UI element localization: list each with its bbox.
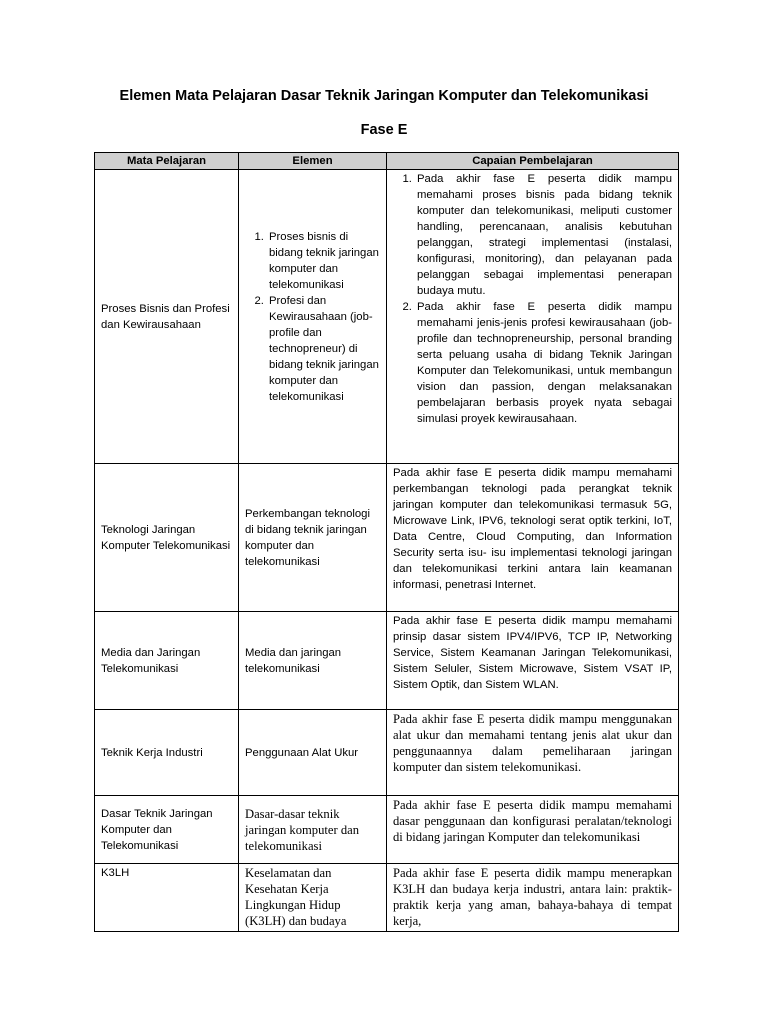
mapel-cell: Teknologi Jaringan Komputer Telekomunikasi: [95, 464, 239, 612]
elemen-cell: [239, 170, 387, 464]
table-row: [95, 464, 679, 612]
table-row: [95, 612, 679, 710]
table-row: [95, 710, 679, 796]
table-row: [95, 170, 679, 464]
capaian-cell: Pada akhir fase E peserta didik mampu memahami perkembangan teknologi pada perangkat teknik jaringan komputer dan telekomunikasi termasuk 5G, Microwave Link, IPV6, teknologi serat optik terkini, IoT, Data Centre, Cloud Computing, dan Information Security serta isu- isu implementasi teknologi jaringan dan telekomunikasi terkini antara lain keamanan informasi, penetrasi Internet.: [387, 464, 679, 612]
capaian-cell: Pada akhir fase E peserta didik mampu menerapkan K3LH dan budaya kerja industri, antara lain: praktik- praktik kerja yang aman, bahaya-bahaya di tempat kerja,: [387, 864, 679, 932]
elemen-cell: Penggunaan Alat Ukur: [239, 710, 387, 796]
capaian-list: [393, 171, 672, 427]
capaian-item: 1. Pada akhir fase E peserta didik mampu memahami proses bisnis pada bidang teknik komputer dan telekomunikasi, meliputi customer handling, perencanaan, analisis kebutuhan pelanggan, strategi implementasi (instalasi, konfigurasi, monitoring), dan pelayanan pada pelanggan sebagai implementasi penerapan budaya mutu.: [415, 171, 672, 299]
mapel-cell: Proses Bisnis dan Profesi dan Kewirausahaan: [95, 170, 239, 464]
mapel-cell: Media dan Jaringan Telekomunikasi: [95, 612, 239, 710]
document-subtitle: Fase E: [360, 122, 408, 138]
elemen-cell: Keselamatan dan Kesehatan Kerja Lingkungan Hidup (K3LH) dan budaya: [239, 864, 387, 932]
elemen-item: 1. Proses bisnis di bidang teknik jaringan komputer dan telekomunikasi: [267, 229, 380, 293]
capaian-cell: Pada akhir fase E peserta didik mampu memahami dasar penggunaan dan konfigurasi peralatan/teknologi di bidang jaringan Komputer dan telekomunikasi: [387, 796, 679, 864]
elemen-cell: Perkembangan teknologi di bidang teknik jaringan komputer dan telekomunikasi: [239, 464, 387, 612]
mapel-cell: K3LH: [95, 864, 239, 932]
table-header-row: [95, 153, 679, 170]
header-elemen: Elemen: [239, 153, 387, 170]
capaian-cell: Pada akhir fase E peserta didik mampu memahami prinsip dasar sistem IPV4/IPV6, TCP IP, Networking Service, Sistem Keamanan Jaringan Telekomunikasi, Sistem Seluler, Sistem Microwave, Sistem VSAT IP, Sistem Optik, dan Sistem WLAN.: [387, 612, 679, 710]
capaian-cell: Pada akhir fase E peserta didik mampu menggunakan alat ukur dan memahami tentang jenis alat ukur dan penggunaannya dalam pemeliharaan jaringan komputer dan sistem telekomunikasi.: [387, 710, 679, 796]
capaian-cell: [387, 170, 679, 464]
mapel-cell: Teknik Kerja Industri: [95, 710, 239, 796]
table-row: [95, 864, 679, 932]
elemen-cell: Media dan jaringan telekomunikasi: [239, 612, 387, 710]
document-title: Elemen Mata Pelajaran Dasar Teknik Jaringan Komputer dan Telekomunikasi: [119, 88, 649, 104]
curriculum-table: [94, 152, 679, 932]
elemen-list: [245, 229, 380, 405]
table-row: [95, 796, 679, 864]
elemen-item: 2. Profesi dan Kewirausahaan (job-profile dan technopreneur) di bidang teknik jaringan komputer dan telekomunikasi: [267, 293, 380, 405]
mapel-cell: Dasar Teknik Jaringan Komputer dan Telekomunikasi: [95, 796, 239, 864]
capaian-item: 2. Pada akhir fase E peserta didik mampu memahami jenis-jenis profesi kewirausahaan (job-profile dan technopreneurship, personal branding serta peluang usaha di bidang Teknik Jaringan Komputer dan Telekomunikasi, untuk membangun vision dan passion, dengan melaksanakan pembelajaran berbasis proyek nyata sebagai simulasi proyek kewirausahaan.: [415, 299, 672, 427]
header-capaian: Capaian Pembelajaran: [387, 153, 679, 170]
header-mata-pelajaran: Mata Pelajaran: [95, 153, 239, 170]
elemen-cell: Dasar-dasar teknik jaringan komputer dan telekomunikasi: [239, 796, 387, 864]
